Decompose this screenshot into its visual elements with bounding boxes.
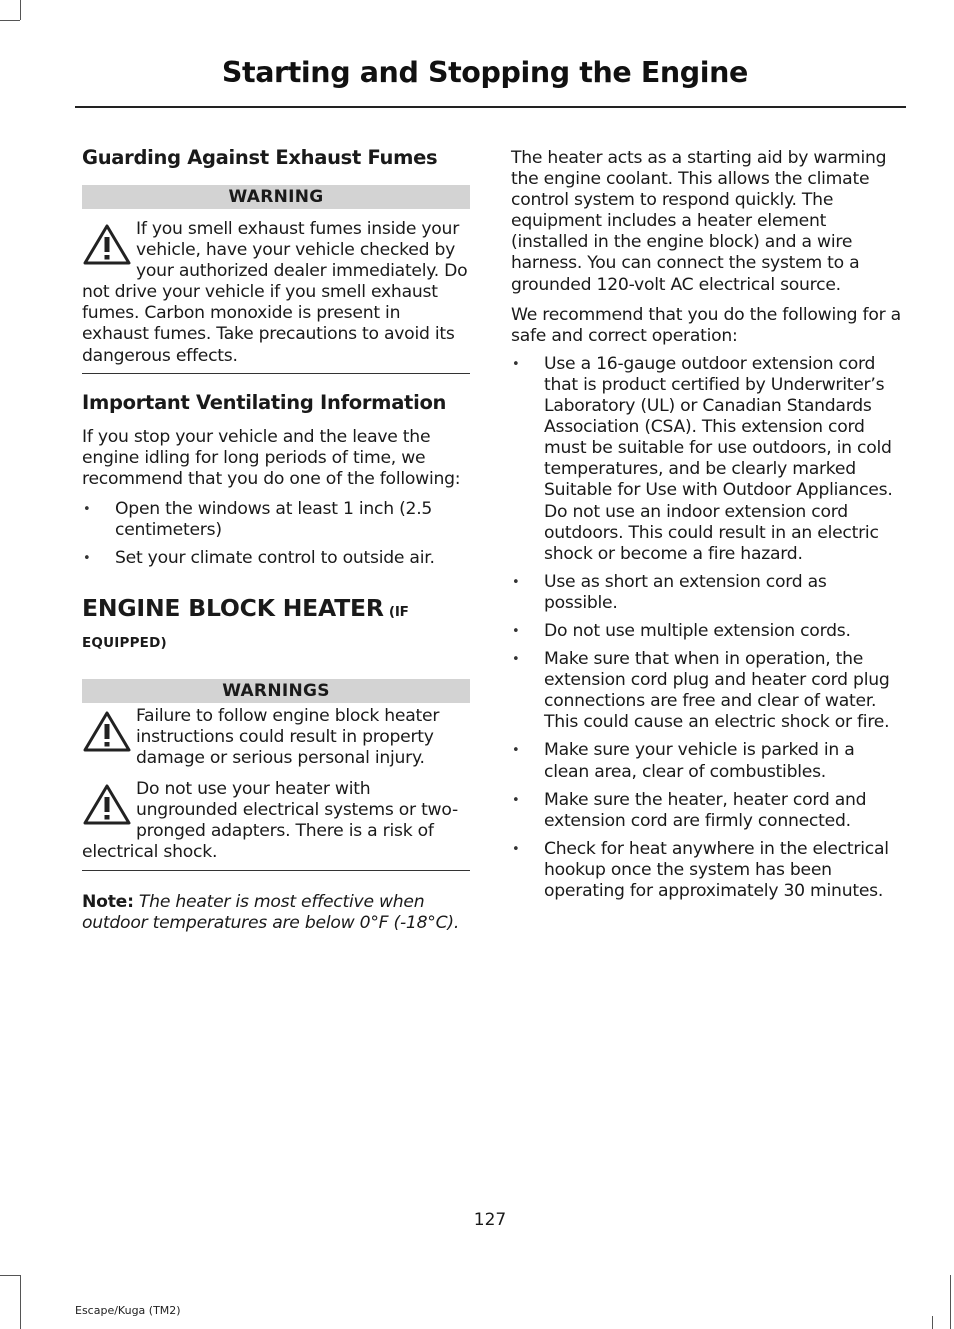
list-item: • Make sure the heater, heater cord and extension cord are firmly connected. xyxy=(511,790,901,832)
warning-block xyxy=(82,219,470,367)
warning-block xyxy=(82,706,470,769)
list-item: • Set your climate control to outside air. xyxy=(82,548,470,569)
crop-mark xyxy=(20,0,21,20)
note-text: The heater is most effective when outdoor temperatures are below 0°F (-18°C). xyxy=(82,891,460,933)
warning-text: Do not use your heater with ungrounded electrical systems or two-pronged adapters. There is a risk of electrical shock. xyxy=(82,778,458,862)
crop-mark xyxy=(950,1275,951,1329)
list-item: • Make sure that when in operation, the extension cord plug and heater cord plug connections are free and clear of water. This could cause an electric shock or fire. xyxy=(511,649,901,733)
list-item: • Use as short an extension cord as possible. xyxy=(511,572,901,614)
list-item: • Make sure your vehicle is parked in a clean area, clear of combustibles. xyxy=(511,740,901,782)
ventilating-intro: If you stop your vehicle and the leave the engine idling for long periods of time, we recommend that you do one of the following: xyxy=(82,426,461,489)
warnings-header: WARNINGS xyxy=(82,679,470,703)
section-title-engine-block-heater: ENGINE BLOCK HEATER xyxy=(82,594,384,623)
warning-text: If you smell exhaust fumes inside your vehicle, have your vehicle checked by your authorized dealer immediately. Do not drive your vehicle if you smell exhaust fumes. Carbon monoxide is present in exhaust fumes. Take precautions to avoid its dangerous effects. xyxy=(82,219,468,366)
divider xyxy=(82,373,470,374)
section-heading-engine-block-heater xyxy=(82,593,470,651)
right-column xyxy=(511,146,901,902)
section-title-suffix: (IF xyxy=(388,604,409,621)
section-title-exhaust-fumes: Guarding Against Exhaust Fumes xyxy=(82,146,438,169)
warning-block xyxy=(82,779,470,863)
footer-model: Escape/Kuga (TM2) xyxy=(75,1304,181,1317)
list-item: • Use a 16-gauge outdoor extension cord that is product certified by Underwriter’s Laboratory (UL) or Canadian Standards Association (CSA). This extension cord must be suitable for use outdoors, in cold temperatures, and be clearly marked Suitable for Use with Outdoor Appliances. Do not use an indoor extension cord outdoors. This could result in an electric shock or become a fire hazard. xyxy=(511,354,901,565)
warning-triangle-icon xyxy=(82,783,132,827)
warning-text: Failure to follow engine block heater instructions could result in property damage or serious personal injury. xyxy=(136,706,440,769)
list-item: • Do not use multiple extension cords. xyxy=(511,621,901,642)
divider xyxy=(82,870,470,871)
left-column xyxy=(82,146,470,934)
crop-mark xyxy=(20,1275,21,1329)
warning-triangle-icon xyxy=(82,223,132,267)
crop-mark xyxy=(0,20,20,21)
recommendation-list xyxy=(511,354,901,902)
note xyxy=(82,892,470,934)
header-divider xyxy=(75,106,906,108)
page-title: Starting and Stopping the Engine xyxy=(221,56,748,89)
warning-triangle-icon xyxy=(82,710,132,754)
heater-description: The heater acts as a starting aid by warming the engine coolant. This allows the climate control system to respond quickly. The equipment includes a heater element (installed in the engine block) and a wire harness. You can connect the system to a grounded 120-volt AC electrical source. xyxy=(511,148,887,295)
section-title-suffix-line2: EQUIPPED) xyxy=(82,635,167,652)
section-title-ventilating: Important Ventilating Information xyxy=(82,390,447,414)
crop-mark xyxy=(0,1275,20,1276)
ventilating-list xyxy=(82,499,470,569)
crop-mark xyxy=(932,1316,933,1329)
note-label: Note: xyxy=(82,891,134,912)
warning-header: WARNING xyxy=(82,185,470,209)
page-header xyxy=(75,56,906,89)
list-item: • Open the windows at least 1 inch (2.5 centimeters) xyxy=(82,499,470,541)
page-number: 127 xyxy=(473,1210,507,1230)
list-item: • Check for heat anywhere in the electrical hookup once the system has been operating for approximately 30 minutes. xyxy=(511,839,901,902)
recommendation-intro: We recommend that you do the following for a safe and correct operation: xyxy=(511,304,901,346)
